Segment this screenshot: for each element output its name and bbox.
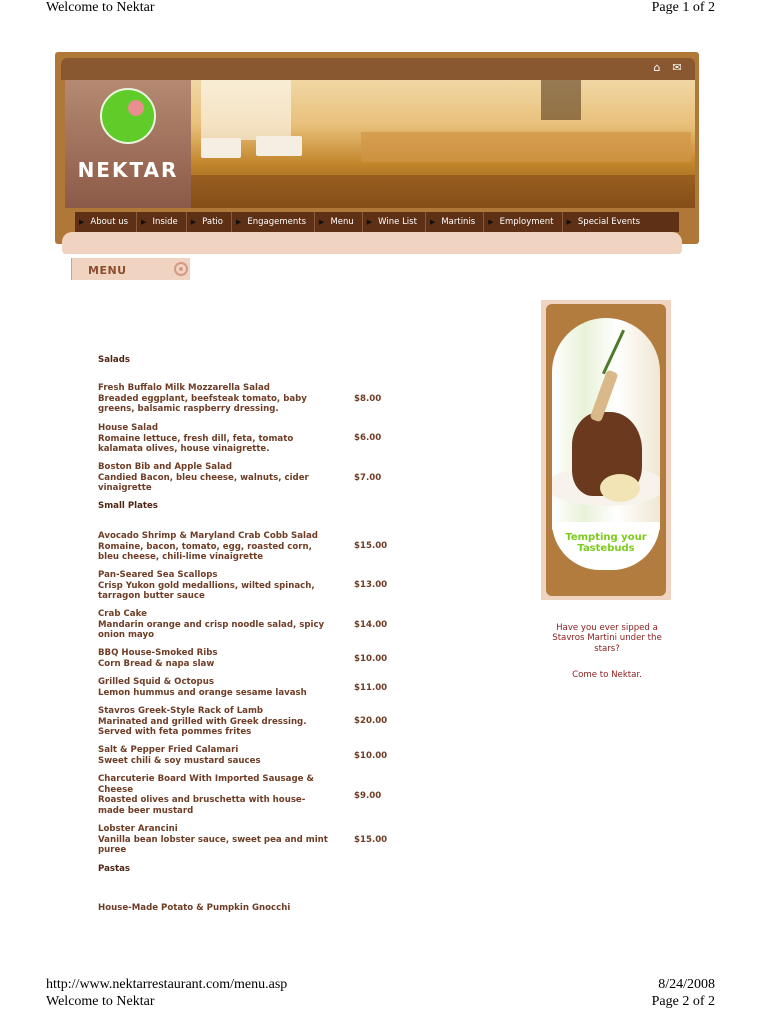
menu-item-name: Charcuterie Board With Imported Sausage & Cheese: [98, 774, 314, 795]
menu-item-price: $10.00: [354, 751, 388, 761]
section-pastas: Pastas: [98, 864, 131, 874]
print-header-page: Page 1 of 2: [651, 0, 715, 15]
print-footer-date: 8/24/2008: [658, 977, 715, 992]
banner-topbar: [61, 58, 695, 80]
menu-tab: [71, 258, 190, 280]
print-footer-title: Welcome to Nektar: [46, 994, 155, 1009]
menu-item-price: $9.00: [354, 791, 382, 801]
menu-item-price: $8.00: [354, 394, 382, 404]
menu-item-price: $20.00: [354, 716, 388, 726]
print-footer-page: Page 2 of 2: [651, 994, 715, 1009]
menu-item-desc: Romaine lettuce, fresh dill, feta, tomato kalamata olives, house vinaigrette.: [98, 433, 294, 454]
circle-bullet-icon: [174, 262, 188, 276]
nav-patio[interactable]: ▶ Patio: [187, 212, 232, 232]
menu-item-name: Pan-Seared Sea Scallops: [98, 570, 218, 580]
promo-text-cta: Come to Nektar.: [572, 670, 642, 680]
nav-wine-list[interactable]: ▶ Wine List: [363, 212, 426, 232]
menu-item-desc: Corn Bread & napa slaw: [98, 658, 215, 669]
menu-item-price: $14.00: [354, 620, 388, 630]
menu-item-price: $15.00: [354, 835, 388, 845]
olive-logo-icon: [100, 88, 156, 144]
menu-item-desc: Roasted olives and bruschetta with house- made beer mustard: [98, 795, 306, 816]
print-header-title: Welcome to Nektar: [46, 0, 155, 15]
menu-item-name: Crab Cake: [98, 609, 147, 619]
nav-inside[interactable]: ▶ Inside: [137, 212, 187, 232]
print-footer-url: http://www.nektarrestaurant.com/menu.asp: [46, 977, 288, 992]
menu-item-price: $6.00: [354, 433, 382, 443]
home-icon[interactable]: ⌂: [653, 61, 661, 74]
menu-item-price: $10.00: [354, 654, 388, 664]
menu-item-name: Salt & Pepper Fried Calamari: [98, 745, 239, 755]
menu-item-desc: Vanilla bean lobster sauce, sweet pea and mint puree: [98, 834, 328, 855]
nav-employment[interactable]: ▶ Employment: [484, 212, 562, 232]
menu-item-price: $15.00: [354, 541, 388, 551]
nav-about-us[interactable]: ▶ About us: [75, 212, 137, 232]
promo-text: Have you ever sipped a Stavros Martini under the stars?: [552, 623, 662, 654]
section-salads: Salads: [98, 355, 130, 365]
promo-caption-oval: [552, 522, 660, 570]
menu-item-desc: Romaine, bacon, tomato, egg, roasted corn, bleu cheese, chili-lime vinaigrette: [98, 541, 312, 562]
banner-bottom-strip: [62, 232, 682, 254]
menu-item-desc: Lemon hummus and orange sesame lavash: [98, 687, 307, 698]
logo-text: NEKTAR: [77, 158, 179, 182]
menu-item-name: Fresh Buffalo Milk Mozzarella Salad: [98, 383, 270, 393]
lamb-dish-photo: [552, 318, 660, 530]
nav-martinis[interactable]: ▶ Martinis: [426, 212, 484, 232]
logo[interactable]: [65, 80, 191, 208]
menu-item-price: $7.00: [354, 473, 382, 483]
section-small-plates: Small Plates: [98, 501, 158, 511]
menu-item-desc: Sweet chili & soy mustard sauces: [98, 755, 261, 766]
nav-engagements[interactable]: ▶ Engagements: [232, 212, 315, 232]
menu-item-name: Lobster Arancini: [98, 824, 178, 834]
nav-special-events[interactable]: ▶ Special Events: [566, 217, 641, 227]
menu-item-desc: Candied Bacon, bleu cheese, walnuts, cider vinaigrette: [98, 472, 309, 493]
menu-item-name: House-Made Potato & Pumpkin Gnocchi: [98, 903, 291, 913]
menu-item-name: Grilled Squid & Octopus: [98, 677, 214, 687]
menu-item-name: Avocado Shrimp & Maryland Crab Cobb Salad: [98, 531, 318, 541]
menu-item-name: Stavros Greek-Style Rack of Lamb: [98, 706, 264, 716]
menu-item-price: $11.00: [354, 683, 388, 693]
promo-banner[interactable]: [541, 300, 671, 600]
main-nav: [75, 212, 679, 232]
restaurant-interior-photo: [191, 80, 695, 208]
mail-icon[interactable]: ✉: [672, 61, 682, 74]
menu-item-name: House Salad: [98, 423, 159, 433]
promo-caption-line1: Tempting your: [565, 532, 647, 543]
menu-item-name: Boston Bib and Apple Salad: [98, 462, 232, 472]
promo-caption-line2: Tastebuds: [577, 543, 635, 554]
menu-item-price: $13.00: [354, 580, 388, 590]
menu-item-desc: Breaded eggplant, beefsteak tomato, baby greens, balsamic raspberry dressing.: [98, 393, 307, 414]
menu-item-desc: Mandarin orange and crisp noodle salad, spicy onion mayo: [98, 619, 325, 640]
site-banner: [55, 52, 699, 244]
menu-item-name: BBQ House-Smoked Ribs: [98, 648, 218, 658]
nav-menu[interactable]: ▶ Menu: [315, 212, 363, 232]
menu-item-desc: Crisp Yukon gold medallions, wilted spinach, tarragon butter sauce: [98, 580, 315, 601]
menu-item-desc: Marinated and grilled with Greek dressing. Served with feta pommes frites: [98, 716, 307, 737]
menu-tab-label: MENU: [88, 264, 127, 277]
